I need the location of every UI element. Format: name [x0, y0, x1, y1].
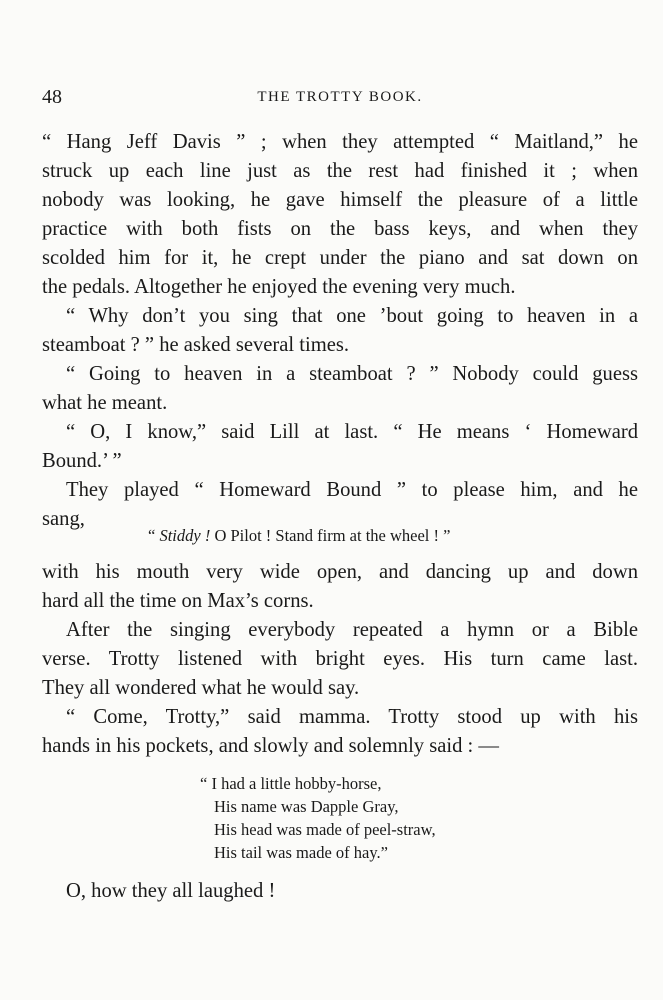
text-line: “ Going to heaven in a steamboat ? ” Nobody could guess — [66, 363, 638, 385]
text-line: After the singing everybody repeated a hymn or a Bible — [66, 619, 638, 641]
text-line: practice with both fists on the bass keys, and when they — [42, 218, 638, 240]
text-line: hard all the time on Max’s corns. — [42, 590, 314, 612]
text-line: what he meant. — [42, 392, 168, 414]
song-quote-open: “ — [148, 526, 160, 545]
text-line: scolded him for it, he crept under the piano and sat down on — [42, 247, 638, 269]
text-line: the pedals. Altogether he enjoyed the evening very much. — [42, 276, 516, 298]
song-quote-italic: Stiddy ! — [159, 526, 211, 545]
text-line: Bound.’ ” — [42, 450, 122, 472]
verse-line: “ I had a little hobby-horse, — [200, 774, 382, 793]
text-line: “ Come, Trotty,” said mamma. Trotty stood up with his — [66, 706, 638, 728]
text-line: verse. Trotty listened with bright eyes. His turn came last. — [42, 648, 638, 670]
verse-block — [200, 772, 436, 864]
running-title: THE TROTTY BOOK. — [257, 89, 423, 105]
text-line: with his mouth very wide open, and dancing up and down — [42, 561, 638, 583]
verse-line: His head was made of peel-straw, — [214, 820, 436, 839]
verse-line: His name was Dapple Gray, — [214, 797, 399, 816]
page-header — [42, 86, 638, 112]
text-line: struck up each line just as the rest had finished it ; when — [42, 160, 638, 182]
song-quote — [148, 526, 450, 546]
text-line: sang, — [42, 508, 85, 530]
paragraphs-before-song — [42, 128, 638, 534]
text-line: nobody was looking, he gave himself the pleasure of a little — [42, 189, 638, 211]
text-line: steamboat ? ” he asked several times. — [42, 334, 350, 356]
text-line: “ Why don’t you sing that one ’bout going to heaven in a — [66, 305, 638, 327]
text-line: “ Hang Jeff Davis ” ; when they attempted “ Maitland,” he — [42, 131, 638, 153]
text-line: hands in his pockets, and slowly and solemnly said : — — [42, 735, 500, 757]
text-line: They all wondered what he would say. — [42, 677, 360, 699]
paragraphs-after-song — [42, 558, 638, 761]
text-line: “ O, I know,” said Lill at last. “ He means ‘ Homeward — [66, 421, 638, 443]
verse-line: His tail was made of hay.” — [214, 843, 388, 862]
page-number: 48 — [42, 86, 62, 108]
text-line: They played “ Homeward Bound ” to please him, and he — [66, 479, 638, 501]
closing-line: O, how they all laughed ! — [66, 880, 276, 902]
song-quote-rest: O Pilot ! Stand firm at the wheel ! ” — [210, 526, 451, 545]
